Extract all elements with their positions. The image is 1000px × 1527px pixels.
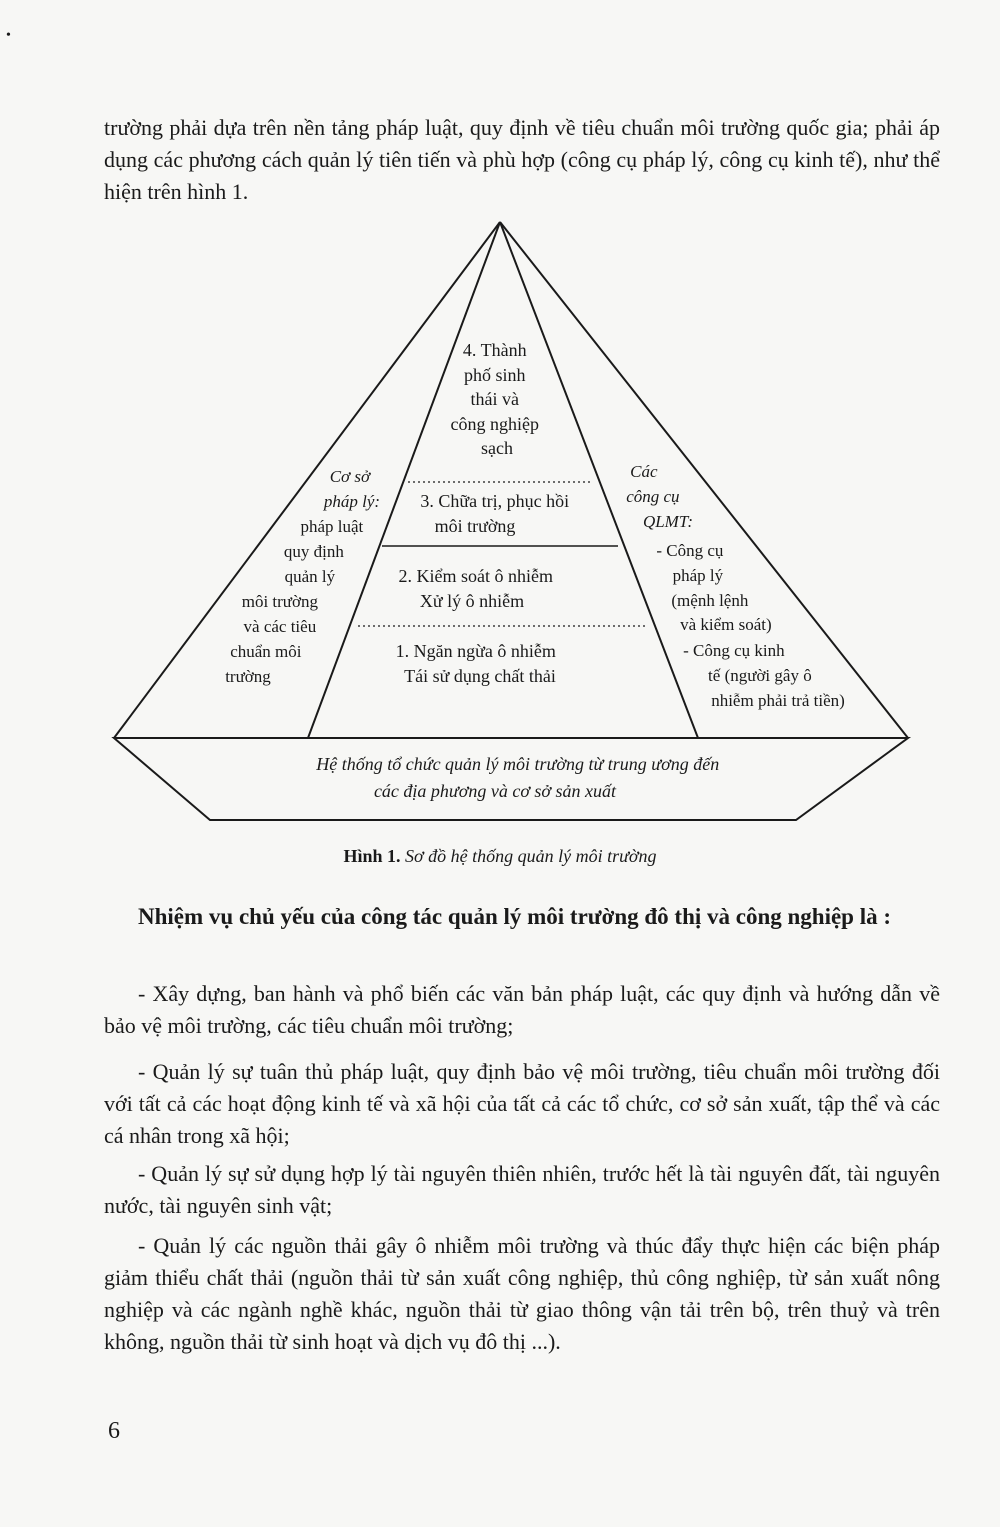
svg-text:- Công cụ pháp lý (mện <box>656 541 844 710</box>
base-line: các địa phương và cơ sở sản xuất <box>373 781 617 801</box>
right-title-line: Các <box>630 462 658 481</box>
svg-text:Cơ sở pháp lý: <box>323 467 380 511</box>
left-title-line: Cơ sở <box>329 467 371 486</box>
svg-text:4. Thành phố sinh thái <box>451 340 544 458</box>
left-body-line: và các tiêu <box>243 617 317 636</box>
right-body-line: nhiễm phải trả tiền) <box>711 691 845 710</box>
base-line: Hệ thống tổ chức quản lý môi trường từ trung ương đến <box>316 754 720 774</box>
right-body-line: và kiểm soát) <box>680 615 772 634</box>
right-title-line: QLMT: <box>642 512 694 531</box>
left-body-line: môi trường <box>241 592 319 611</box>
pyramid-base-platform <box>114 738 908 820</box>
left-title-line: pháp lý: <box>323 492 381 511</box>
svg-text:pháp luật quy định quả <box>225 517 367 686</box>
section-heading: Nhiệm vụ chủ yếu của công tác quản lý môi trường đô thị và công nghiệp là : <box>138 904 892 929</box>
level4-line: sạch <box>481 438 513 458</box>
level4-line: công nghiệp <box>450 414 539 434</box>
level4-line: phố sinh <box>463 365 526 385</box>
intro-paragraph: trường phải dựa trên nền tảng pháp luật, quy định về tiêu chuẩn môi trường quốc gia; phải áp dụng các phương cách quản lý tiên tiến và phù hợp (công cụ pháp lý, công cụ kinh tế), như thể hiện trên hình 1. <box>104 115 940 204</box>
level2-line: Xử lý ô nhiễm <box>419 591 525 611</box>
svg-text:1. Ngăn ngừa ô nhiễm Tái s <box>396 641 561 686</box>
left-body-line: quy định <box>283 542 344 561</box>
bullet-paragraph: - Quản lý sự sử dụng hợp lý tài nguyên thiên nhiên, trước hết là tài nguyên đất, tài nguyên nước, tài nguyên sinh vật; <box>104 1161 940 1218</box>
left-body-line: pháp luật <box>300 517 364 536</box>
right-body-line: tế (người gây ô <box>708 666 812 685</box>
svg-text:2. Kiểm soát ô nhiễm Xử lý <box>399 566 558 611</box>
right-body-line: pháp lý <box>672 566 724 585</box>
caption-text: Sơ đồ hệ thống quản lý môi trường <box>405 846 657 866</box>
figure-caption <box>0 846 1000 867</box>
left-body-line: quản lý <box>284 567 336 586</box>
caption-label: Hình 1. <box>343 846 401 866</box>
right-body-line: - Công cụ <box>656 541 724 560</box>
level3-line: 3. Chữa trị, phục hồi <box>420 491 570 511</box>
level1-line: Tái sử dụng chất thải <box>404 666 556 686</box>
level2-line: 2. Kiểm soát ô nhiễm <box>398 566 553 586</box>
svg-text:Các công cụ QLMT: <box>626 462 693 531</box>
corner-mark: • <box>6 28 11 43</box>
level3-line: môi trường <box>434 516 516 536</box>
left-body-line: trường <box>225 667 271 686</box>
svg-text:Hệ thống tổ chức quản lý môi t <box>315 754 723 801</box>
level1-line: 1. Ngăn ngừa ô nhiễm <box>395 641 556 661</box>
pyramid-right-edge <box>500 222 908 738</box>
bullet-paragraph: - Quản lý sự tuân thủ pháp luật, quy định bảo vệ môi trường, tiêu chuẩn môi trường đối với tất cả các hoạt động kinh tế và xã hội của tất cả các tổ chức, cơ sở sản xuất, tập thể và các cá nhân trong xã hội; <box>104 1059 940 1148</box>
bullet-paragraph: - Xây dựng, ban hành và phổ biến các văn bản pháp luật, các quy định và hướng dẫn về bảo vệ môi trường, các tiêu chuẩn môi trường; <box>104 981 940 1038</box>
right-body-line: - Công cụ kinh <box>683 641 785 660</box>
left-body-line: chuẩn môi <box>230 642 302 661</box>
level4-line: 4. Thành <box>462 340 527 360</box>
right-body-line: (mệnh lệnh <box>671 591 749 610</box>
page-number: 6 <box>108 1418 120 1444</box>
bullet-paragraph: - Quản lý các nguồn thải gây ô nhiễm môi trường và thúc đẩy thực hiện các biện pháp giảm thiểu chất thải (nguồn thải từ sản xuất công nghiệp, thủ công nghiệp, từ sản xuất nông nghiệp và các ngành nghề khác, nguồn thải từ giao thông vận tải trên bộ, trên thuỷ và trên không, nguồn thải từ sinh hoạt và dịch vụ đô thị ...). <box>104 1233 940 1354</box>
svg-text:3. Chữa trị, phục hồi môi <box>420 491 573 536</box>
level4-line: thái và <box>470 389 519 409</box>
right-title-line: công cụ <box>626 487 680 506</box>
